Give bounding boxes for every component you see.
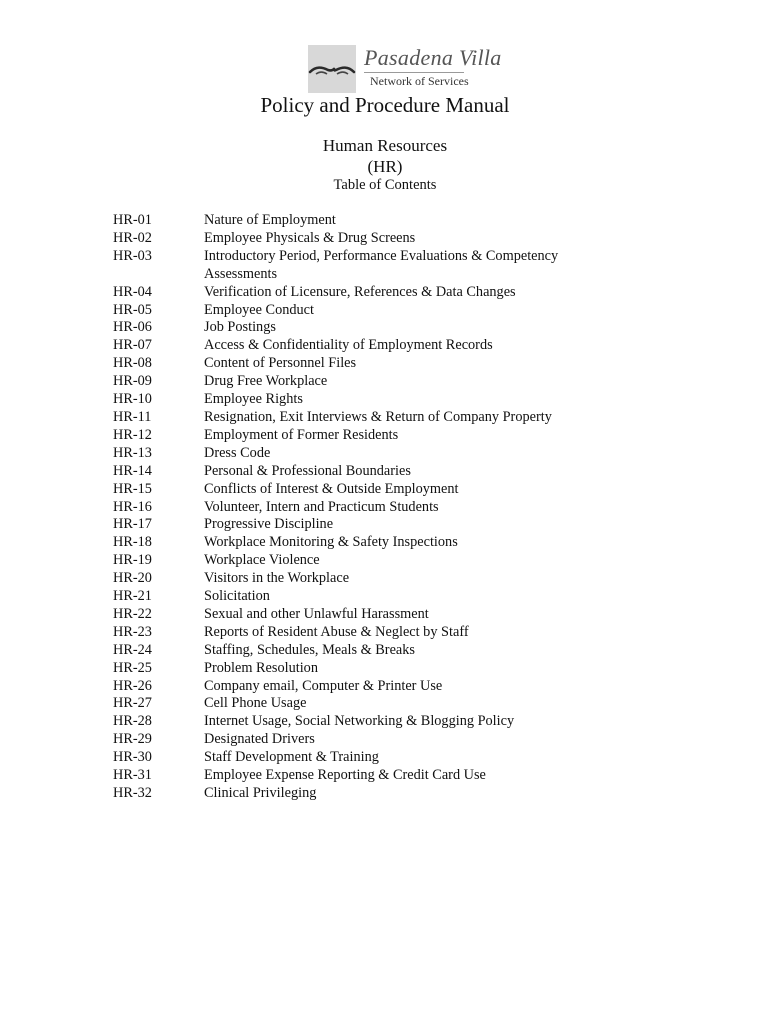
toc-entry	[113, 534, 613, 552]
policy-code: HR-30	[113, 749, 152, 766]
policy-title: Nature of Employment	[204, 212, 336, 228]
policy-code: HR-29	[113, 731, 152, 748]
toc-entry	[113, 749, 613, 767]
policy-title: Resignation, Exit Interviews & Return of Company Property	[204, 408, 552, 425]
toc-entry	[113, 678, 613, 696]
policy-title: Solicitation	[204, 588, 270, 605]
hands-emblem-icon	[308, 45, 356, 93]
toc-entry	[113, 660, 613, 678]
toc-entry	[113, 463, 613, 481]
company-logo	[308, 45, 502, 93]
policy-title: Employee Physicals & Drug Screens	[204, 229, 416, 246]
policy-title: Reports of Resident Abuse & Neglect by Staff	[204, 623, 469, 640]
policy-code: HR-26	[113, 677, 152, 694]
toc-entry	[113, 642, 613, 660]
policy-code: HR-25	[113, 659, 152, 676]
toc-entry	[113, 481, 613, 499]
policy-code: HR-09	[113, 373, 152, 390]
policy-title: Introductory Period, Performance Evaluations & Competency Assessments	[204, 247, 559, 282]
policy-code: HR-18	[113, 534, 152, 551]
policy-title: Staff Development & Training	[204, 749, 379, 766]
policy-title: Company email, Computer & Printer Use	[204, 677, 443, 694]
policy-code: HR-12	[113, 426, 152, 443]
policy-title: Problem Resolution	[204, 659, 318, 676]
policy-code: HR-14	[113, 462, 152, 479]
policy-code: HR-31	[113, 767, 152, 784]
policy-code: HR-20	[113, 570, 152, 587]
toc-entry	[113, 212, 613, 230]
policy-code: HR-08	[113, 355, 152, 372]
policy-title: Visitors in the Workplace	[204, 570, 350, 587]
policy-title: Employee Conduct	[204, 301, 314, 318]
toc-entry	[113, 767, 613, 785]
policy-title: Drug Free Workplace	[204, 373, 328, 390]
toc-entry	[113, 284, 613, 302]
policy-title: Verification of Licensure, References & Data Changes	[204, 283, 516, 300]
toc-entry	[113, 319, 613, 337]
policy-code: HR-28	[113, 713, 152, 730]
policy-code: HR-13	[113, 444, 152, 461]
policy-title: Employee Rights	[204, 391, 303, 408]
policy-code: HR-23	[113, 623, 152, 640]
policy-title: Employment of Former Residents	[204, 426, 399, 443]
toc-entry	[113, 355, 613, 373]
policy-code: HR-04	[113, 283, 152, 300]
policy-code: HR-22	[113, 605, 152, 622]
policy-code: HR-27	[113, 695, 152, 712]
toc-entry	[113, 713, 613, 731]
policy-code: HR-16	[113, 498, 152, 515]
policy-code: HR-21	[113, 588, 152, 605]
toc-entry	[113, 552, 613, 570]
policy-code: HR-15	[113, 480, 152, 497]
policy-title: Dress Code	[204, 444, 271, 461]
manual-title: Policy and Procedure Manual	[260, 93, 510, 117]
toc-entry	[113, 248, 613, 284]
policy-title: Clinical Privileging	[204, 785, 317, 801]
section-heading: Table of Contents	[333, 177, 437, 193]
toc-entry	[113, 785, 613, 803]
policy-code: HR-10	[113, 391, 152, 408]
table-of-contents	[113, 212, 613, 803]
policy-title: Access & Confidentiality of Employment Records	[204, 337, 493, 354]
toc-entry	[113, 445, 613, 463]
toc-entry	[113, 570, 613, 588]
policy-code: HR-19	[113, 552, 152, 569]
policy-code: HR-07	[113, 337, 152, 354]
toc-entry	[113, 499, 613, 517]
toc-entry	[113, 373, 613, 391]
policy-code: HR-05	[113, 301, 152, 318]
policy-title: Progressive Discipline	[204, 516, 334, 533]
policy-title: Volunteer, Intern and Practicum Students	[204, 498, 439, 515]
toc-entry	[113, 516, 613, 534]
policy-title: Job Postings	[204, 319, 276, 336]
policy-code: HR-17	[113, 516, 152, 533]
policy-title: Cell Phone Usage	[204, 695, 307, 712]
policy-title: Content of Personnel Files	[204, 355, 357, 372]
toc-entry	[113, 695, 613, 713]
policy-code: HR-11	[113, 408, 152, 425]
policy-title: Employee Expense Reporting & Credit Card Use	[204, 767, 486, 784]
toc-entry	[113, 606, 613, 624]
policy-title: Personal & Professional Boundaries	[204, 462, 411, 479]
toc-entry	[113, 624, 613, 642]
toc-entry	[113, 731, 613, 749]
policy-title: Workplace Monitoring & Safety Inspections	[204, 534, 458, 551]
department-title: Human Resources	[322, 136, 448, 155]
policy-title: Staffing, Schedules, Meals & Breaks	[204, 641, 415, 658]
policy-code: HR-32	[113, 785, 152, 801]
logo-name: Pasadena Villa	[364, 45, 502, 70]
policy-title: Conflicts of Interest & Outside Employment	[204, 480, 459, 497]
toc-entry	[113, 302, 613, 320]
policy-code: HR-02	[113, 229, 152, 246]
department-abbreviation: (HR)	[367, 157, 403, 176]
policy-code: HR-24	[113, 641, 152, 658]
toc-entry	[113, 337, 613, 355]
policy-title: Workplace Violence	[204, 552, 320, 569]
policy-code: HR-03	[113, 247, 152, 264]
policy-title: Designated Drivers	[204, 731, 315, 748]
logo-divider	[364, 72, 464, 73]
policy-title: Sexual and other Unlawful Harassment	[204, 605, 429, 622]
policy-code: HR-06	[113, 319, 152, 336]
policy-code: HR-01	[113, 212, 152, 228]
policy-title: Internet Usage, Social Networking & Blogging Policy	[204, 713, 515, 730]
toc-entry	[113, 409, 613, 427]
toc-entry	[113, 427, 613, 445]
toc-entry	[113, 230, 613, 248]
toc-entry	[113, 391, 613, 409]
toc-entry	[113, 588, 613, 606]
logo-tagline: Network of Services	[370, 74, 469, 88]
